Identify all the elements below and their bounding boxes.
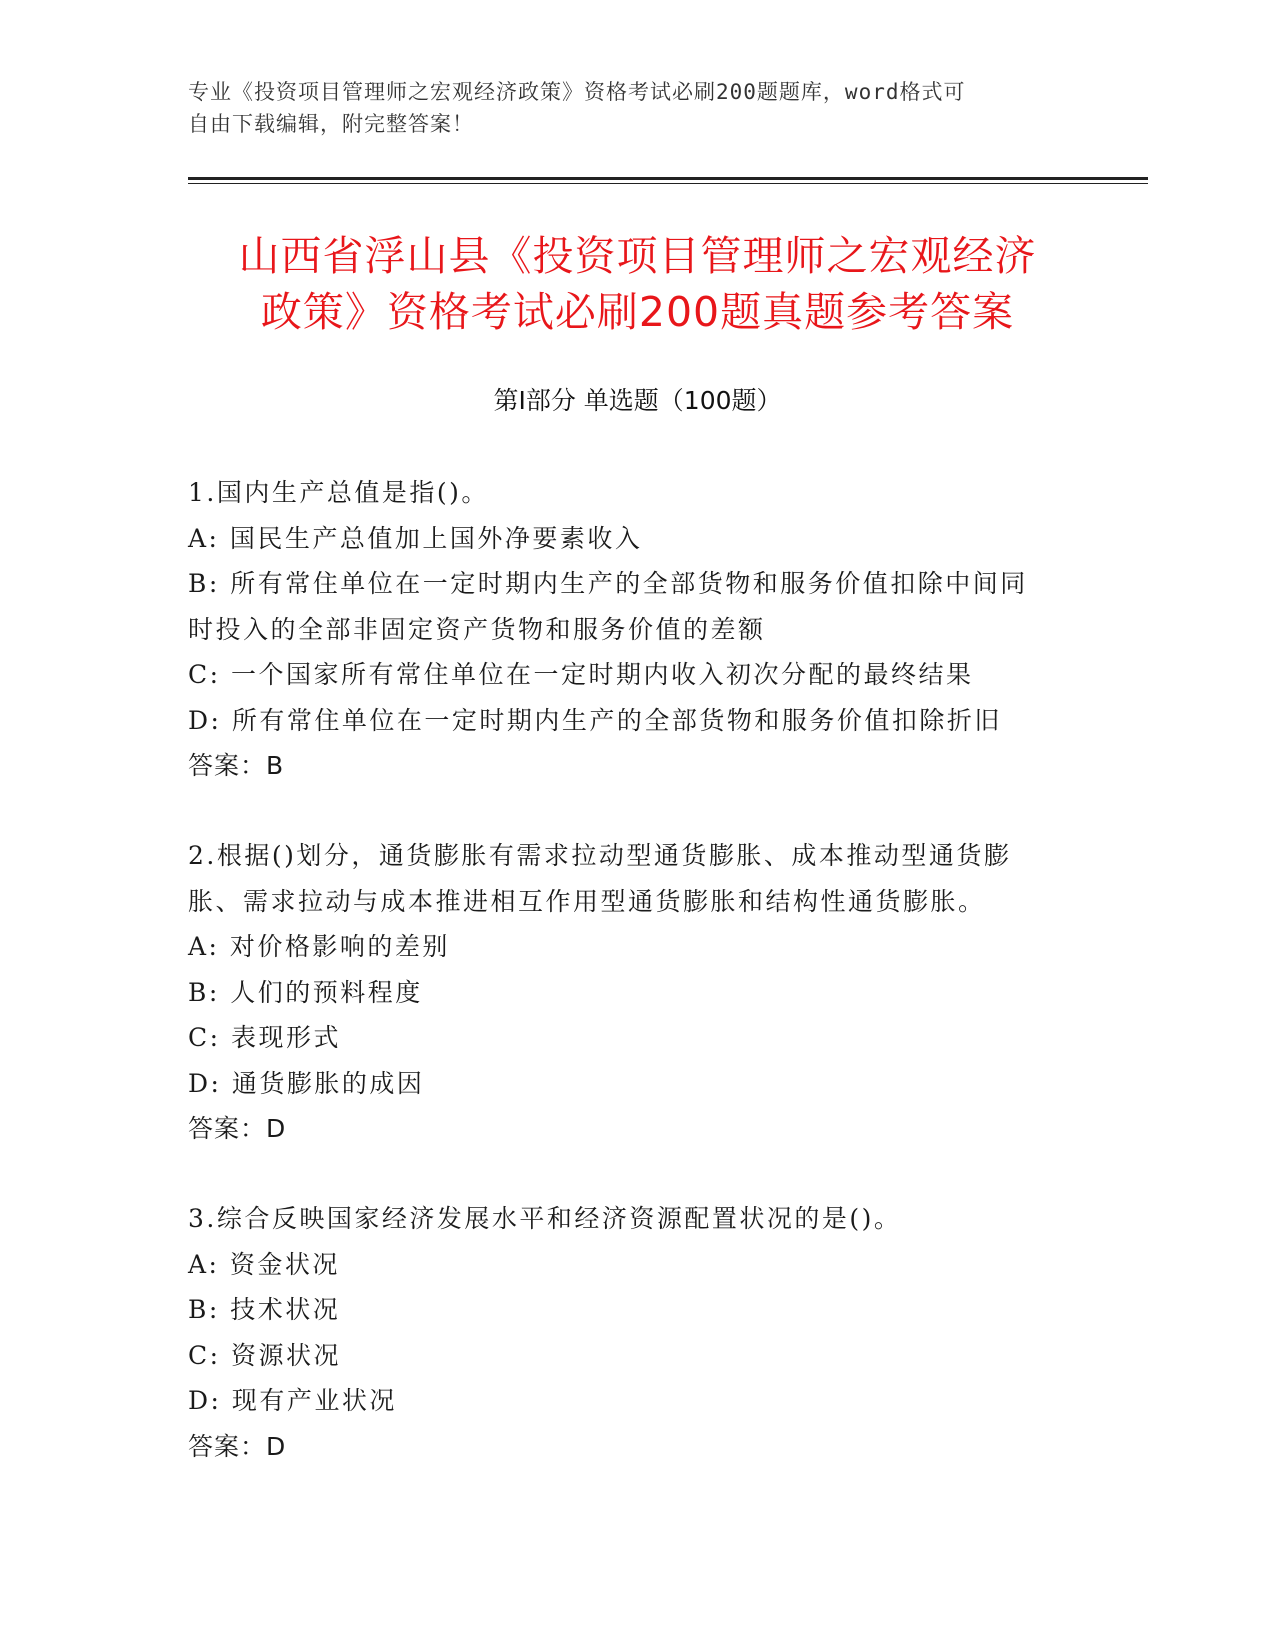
- header-divider-thin: [188, 183, 1148, 184]
- option-b-continued: 时投入的全部非固定资产货物和服务价值的差额: [188, 614, 766, 644]
- option-d: D: 现有产业状况: [188, 1386, 397, 1415]
- header-divider-thick: [188, 177, 1148, 180]
- answer-label: 答案：D: [188, 1114, 287, 1143]
- header-note-line: 专业《投资项目管理师之宏观经济政策》资格考试必刷200题题库，word格式可: [188, 80, 966, 104]
- header-note-line: 自由下载编辑，附完整答案！: [188, 112, 474, 136]
- question-block: [188, 833, 1068, 1152]
- title-line: 山西省浮山县《投资项目管理师之宏观经济: [238, 232, 1037, 280]
- option-a: A: 资金状况: [188, 1249, 340, 1279]
- answer-label: 答案：B: [188, 751, 285, 780]
- option-b: B: 技术状况: [188, 1295, 341, 1324]
- question-stem: 2.根据()划分，通货膨胀有需求拉动型通货膨胀、成本推动型通货膨: [188, 841, 1012, 870]
- question-block: [188, 470, 1068, 789]
- option-c: C: 表现形式: [188, 1023, 341, 1052]
- option-c: C: 资源状况: [188, 1340, 341, 1370]
- option-d: D: 通货膨胀的成因: [188, 1068, 425, 1098]
- option-b: B: 人们的预料程度: [188, 977, 423, 1007]
- answer-label: 答案：D: [188, 1431, 287, 1461]
- document-title: [140, 228, 1135, 340]
- option-a: A: 对价格影响的差别: [188, 932, 450, 961]
- question-stem: 3.综合反映国家经济发展水平和经济资源配置状况的是()。: [188, 1204, 902, 1233]
- question-stem: 1.国内生产总值是指()。: [188, 478, 489, 507]
- option-d: D: 所有常住单位在一定时期内生产的全部货物和服务价值扣除折旧: [188, 705, 1002, 735]
- question-block: [188, 1196, 1068, 1469]
- question-stem-continued: 胀、需求拉动与成本推进相互作用型通货膨胀和结构性通货膨胀。: [188, 886, 986, 916]
- title-line: 政策》资格考试必刷200题真题参考答案: [260, 288, 1015, 336]
- option-c: C: 一个国家所有常住单位在一定时期内收入初次分配的最终结果: [188, 660, 974, 689]
- option-b: B: 所有常住单位在一定时期内生产的全部货物和服务价值扣除中间同: [188, 569, 1028, 598]
- section-heading: 第Ⅰ部分 单选题（100题）: [493, 386, 782, 415]
- option-a: A: 国民生产总值加上国外净要素收入: [188, 523, 643, 553]
- header-note: [188, 76, 1068, 140]
